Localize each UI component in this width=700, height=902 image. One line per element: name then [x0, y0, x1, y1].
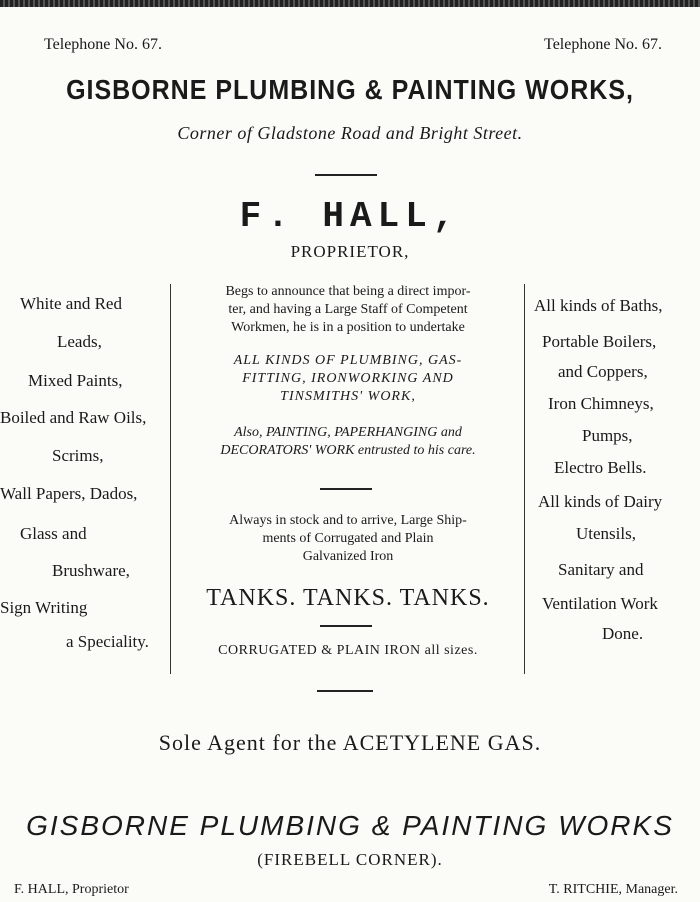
right-item: Done. — [602, 624, 644, 643]
left-item: Wall Papers, Dados, — [0, 484, 138, 503]
left-item: Brushware, — [52, 561, 130, 580]
left-item: Mixed Paints, — [28, 371, 123, 390]
left-item: a Speciality. — [66, 632, 149, 651]
business-address: Corner of Gladstone Road and Bright Street. — [177, 123, 523, 143]
telephone-right: Telephone No. 67. — [544, 36, 662, 53]
right-item: and Coppers, — [558, 362, 648, 381]
right-item: Pumps, — [582, 426, 633, 445]
footer-manager: T. RITCHIE, Manager. — [548, 882, 678, 897]
right-item: All kinds of Baths, — [534, 296, 663, 315]
telephone-left: Telephone No. 67. — [44, 36, 162, 53]
left-item: Sign Writing — [0, 598, 88, 617]
footer-location: (FIREBELL CORNER). — [257, 850, 443, 869]
right-item: Sanitary and — [558, 560, 644, 579]
divider-rule — [320, 625, 372, 627]
left-item: White and Red — [20, 294, 122, 313]
left-item: Boiled and Raw Oils, — [0, 408, 147, 427]
right-item: Utensils, — [576, 524, 636, 543]
proprietor-name: F. HALL, — [239, 196, 461, 237]
plumbing-services: ALL KINDS OF PLUMBING, GAS- FITTING, IRONWORKING AND TINSMITHS' WORK, — [233, 353, 463, 404]
left-item: Leads, — [57, 332, 102, 351]
right-item: Electro Bells. — [554, 458, 647, 477]
stock-notice: Always in stock and to arrive, Large Ship- ments of Corrugated and Plain Galvanized Iron — [229, 513, 467, 564]
column-divider-left — [170, 284, 171, 674]
divider-rule — [315, 174, 377, 176]
column-divider-right — [524, 284, 525, 674]
left-item: Glass and — [20, 524, 87, 543]
proprietor-label: PROPRIETOR, — [290, 242, 410, 261]
painting-services: Also, PAINTING, PAPERHANGING and DECORATORS' WORK entrusted to his care. — [220, 425, 476, 458]
divider-rule — [320, 488, 372, 490]
announcement-text: Begs to announce that being a direct impor- ter, and having a Large Staff of Competent Workmen, he is in a position to undertake — [225, 284, 471, 335]
tanks-heading: TANKS. TANKS. TANKS. — [206, 585, 490, 611]
top-border-rule — [0, 0, 700, 7]
footer-proprietor: F. HALL, Proprietor — [14, 882, 129, 897]
sole-agent-line: Sole Agent for the ACETYLENE GAS. — [158, 730, 542, 755]
right-item: All kinds of Dairy — [538, 492, 663, 511]
divider-rule — [317, 690, 373, 692]
right-item: Ventilation Work — [542, 594, 658, 613]
corrugated-iron-line: CORRUGATED & PLAIN IRON all sizes. — [218, 643, 478, 658]
business-title: GISBORNE PLUMBING & PAINTING WORKS, — [66, 74, 634, 106]
right-item: Portable Boilers, — [542, 332, 657, 351]
left-item: Scrims, — [52, 446, 104, 465]
footer-business-title: GISBORNE PLUMBING & PAINTING WORKS — [26, 810, 674, 841]
right-item: Iron Chimneys, — [548, 394, 654, 413]
